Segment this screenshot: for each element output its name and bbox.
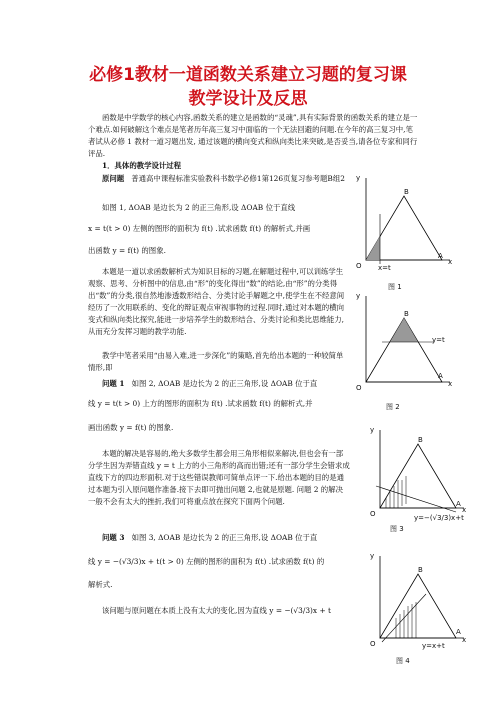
figure-1-x-label: x: [448, 258, 453, 266]
figure-1-b-label: B: [404, 188, 409, 196]
original-problem-body2: x = t(t > 0) 左侧的图形的面积为 f(t) .试求函数 f(t) 的解析式,并画: [88, 224, 311, 233]
figure-3-o-label: O: [370, 510, 376, 518]
figure-2-y-label: y: [356, 292, 361, 300]
figure-3-a-label: A: [456, 500, 461, 508]
figure-1-caption: 图 1: [388, 283, 402, 291]
original-problem-label: 原问题: [102, 174, 125, 183]
figure-2-o-label: O: [356, 384, 362, 392]
question3-line1: [88, 532, 350, 544]
figure-2-line-label: y=t: [432, 336, 445, 344]
figure-2-caption: 图 2: [386, 403, 400, 411]
figure-1-o-label: O: [356, 262, 362, 270]
figure-4: [370, 552, 467, 652]
figure-1-line-label: x=t: [378, 264, 391, 272]
question3-body1: 如图 3, ΔOAB 是边长为 2 的正三角形,设 ΔOAB 位于直: [131, 533, 318, 542]
figure-4-a-label: A: [456, 628, 461, 636]
question1-body3: 画出函数 y = f(t) 的图象.: [88, 423, 174, 432]
question1-body2: 线 y = t(t > 0) 上方的图形的面积为 f(t) .试求函数 f(t) 的解析式,并: [88, 399, 313, 408]
question3-body2: 线 y = −(√3/3)x + t(t > 0) 左侧的图形的面积为 f(t) .试求函数 f(t) 的: [88, 557, 325, 566]
figure-1-a-label: A: [438, 252, 443, 260]
figure-1: [356, 174, 453, 272]
figure-4-y-label: y: [370, 552, 375, 560]
analysis-paragraph: 本题是一道以求函数解析式为知识目标的习题,在解题过程中,可以训练学生观察、思考、分析图中的信息,由“形”的变化得出“数”的结论,由“形”的分类得出“数”的分类,很自然地渗透数形结合、分类讨论手解题之中,使学生在不经意间经历了一次用联系的、变化的辩证观点审视事物的过程.同时,通过对本题的横向变式和纵向类比探究,能进一步培养学生的数形结合、分类讨论和类比思维能力,从而充分发挥习题的教学功能.: [88, 267, 345, 336]
question3-label: 问题 3: [102, 533, 125, 542]
strategy-paragraph: 教学中笔者采用“由易入难,进一步深化”的策略,首先给出本题的一种较简单情形,即: [88, 351, 344, 372]
figure-4-caption: 图 4: [396, 657, 410, 665]
figure-3: [370, 426, 467, 522]
original-problem-source: 普通高中课程标准实验教科书数学必修1第126页复习参考题B组2: [131, 174, 345, 183]
figure-4-o-label: O: [370, 640, 376, 648]
closing-paragraph: 该问题与原问题在本质上没有太大的变化,因为直线 y = −(√3/3)x + t: [102, 606, 331, 615]
discussion-paragraph: 本题的解决是容易的,绝大多数学生都会用三角形相似来解决,但也会有一部分学生因为弄错直线 y = t 上方的小三角形的高而出错;还有一部分学生会错求成直线下方的四边形面积.对于这些错误教师可简单点评一下.给出本题的目的是通过本题为引入原问题作准备.接下去即可抛出问题 2,也就是原题. 问题 2 的解决一般不会有太大的挫折,我们可将重点放在探究下面两个问题.: [88, 449, 350, 506]
intro-paragraph: 函数是中学数学的核心内容,函数关系的建立是函数的“灵魂”,具有实际背景的函数关系的建立是一个难点.如何破解这个难点是笔者历年高三复习中面临的一个无法回避的问题.在今年的高三复习中,笔者试从必修 1 教材一道习题出发, 通过该题的横向变式和纵向类比来突破,是否妥当,请各位专家和同行评品.: [88, 113, 418, 158]
question1-line1: [88, 378, 350, 390]
original-problem: [88, 173, 350, 185]
figure-4-x-label: x: [462, 636, 467, 644]
title-line1: 必修1教材一道函数关系建立习题的复习课: [89, 65, 407, 85]
figure-1-y-label: y: [356, 174, 361, 182]
question3-body3: 解析式.: [88, 580, 113, 589]
figure-3-line-label: y=−(√3/3)x+t: [414, 514, 464, 522]
figure-3-x-label: x: [462, 506, 467, 514]
figure-3-y-label: y: [370, 426, 375, 434]
original-problem-body3: 出函数 y = f(t) 的图象.: [88, 246, 166, 255]
figure-2-b-label: B: [404, 310, 409, 318]
figure-4-b-label: B: [418, 566, 423, 574]
figure-3-b-label: B: [418, 436, 423, 444]
figure-3-caption: 图 3: [390, 525, 404, 533]
section-heading: 1．具体的教学设计过程: [102, 161, 182, 170]
figure-4-line-label: y=x+t: [422, 642, 445, 650]
figure-2: [356, 292, 453, 392]
question1-label: 问题 1: [102, 379, 125, 388]
figure-2-x-label: x: [448, 380, 453, 388]
figure-2-a-label: A: [438, 372, 443, 380]
title-line2: 教学设计及反思: [188, 89, 308, 109]
question1-body1: 如图 2, ΔOAB 是边长为 2 的正三角形,设 ΔOAB 位于直: [131, 379, 318, 388]
original-problem-body1: 如图 1, ΔOAB 是边长为 2 的正三角形,设 ΔOAB 位于直线: [102, 203, 296, 212]
